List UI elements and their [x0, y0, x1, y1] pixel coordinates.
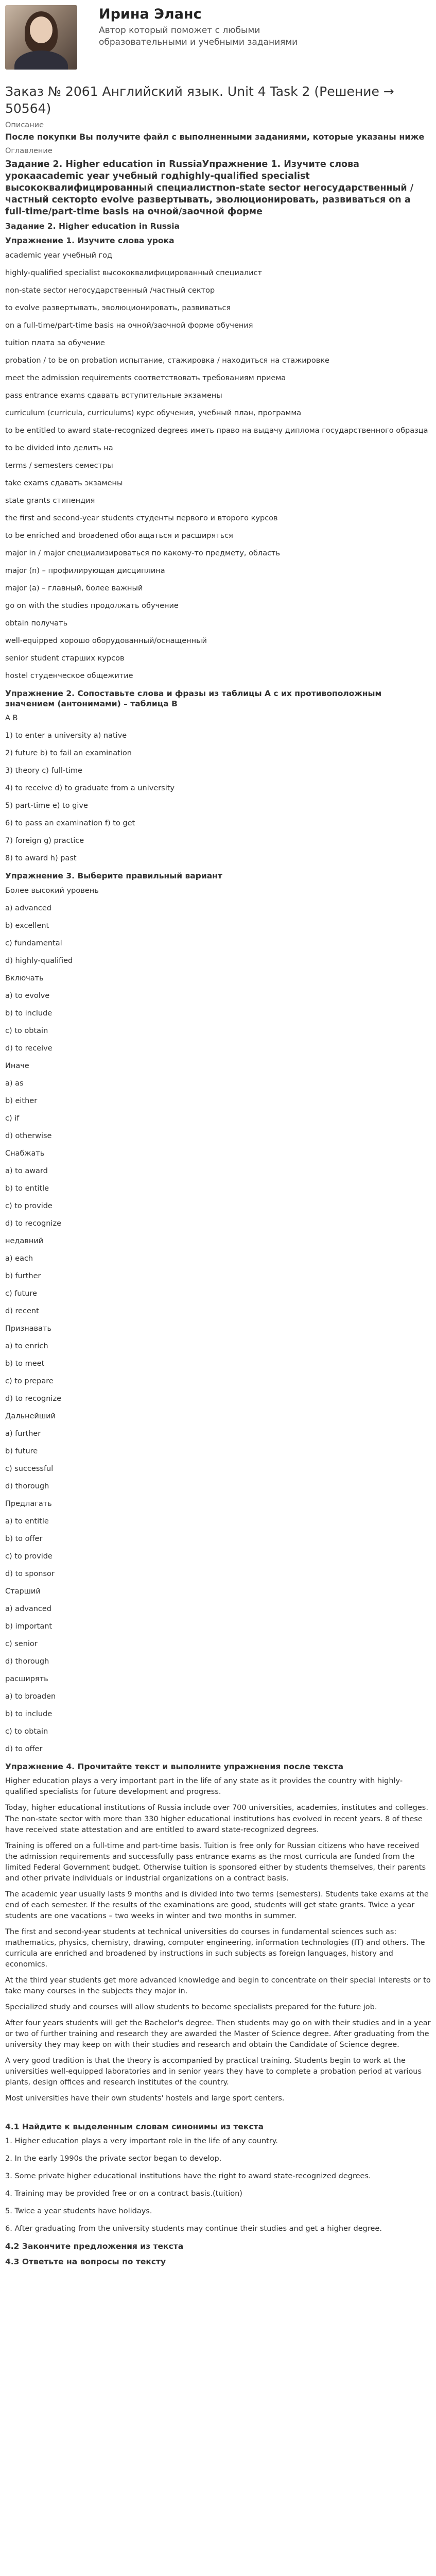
choice-option: d) to recognize [5, 1394, 61, 1403]
choice-option: b) to entitle [5, 1184, 49, 1193]
choice-word: Предлагать [5, 1500, 52, 1509]
choice-option: b) future [5, 1447, 38, 1456]
vocab-item: probation / to be on probation испытание, стажировка / находиться на стажировке [5, 356, 329, 365]
task-title: Задание 2. Higher education in Russia [5, 222, 180, 231]
text-paragraph: The academic year usually lasts 9 months and is divided into two terms (semesters). Students take exams at the end of each semester. If the results of the examinations are good, students will get state grants. Twice a year students are one vacations – two weeks in winter and two months in summer. [5, 1890, 429, 1920]
choice-option: a) to broaden [5, 1692, 56, 1701]
choice-option: b) important [5, 1622, 53, 1631]
vocab-item: state grants стипендия [5, 496, 95, 505]
choice-option: a) each [5, 1254, 33, 1263]
vocab-item: obtain получать [5, 619, 68, 628]
choice-option: a) to evolve [5, 991, 50, 1000]
choice-option: a) advanced [5, 904, 51, 912]
choice-option: b) excellent [5, 921, 49, 930]
author-info [99, 5, 341, 48]
vocab-item: on a full-time/part-time basis на очной/заочной форме обучения [5, 321, 253, 330]
choice-option: b) to offer [5, 1535, 43, 1544]
ex2-header: A B [5, 714, 18, 723]
choice-option: a) as [5, 1079, 24, 1088]
choice-word: Иначе [5, 1061, 29, 1070]
choice-option: c) to provide [5, 1201, 53, 1210]
choice-word: Признавать [5, 1324, 52, 1333]
choice-option: c) future [5, 1289, 37, 1298]
choice-option: c) to obtain [5, 1026, 48, 1035]
vocab-item: terms / semesters семестры [5, 461, 113, 470]
vocab-item: go on with the studies продолжать обучение [5, 601, 179, 610]
choice-option: c) fundamental [5, 939, 62, 947]
vocab-item: highly-qualified specialist высококвалифицированный специалист [5, 268, 262, 277]
match-item: 8) to award h) past [5, 854, 77, 863]
vocab-item: take exams сдавать экзамены [5, 479, 123, 487]
sentence-item: 2. In the early 1990s the private sector began to develop. [5, 2155, 222, 2163]
choice-option: c) to provide [5, 1552, 53, 1561]
vocab-item: to be entitled to award state-recognized degrees иметь право на выдачу диплома государственного образца [5, 426, 428, 435]
choice-option: b) to include [5, 1009, 53, 1018]
choice-option: d) recent [5, 1307, 39, 1315]
ex4-title: Упражнение 4. Прочитайте текст и выполните упражнения после текста [5, 1762, 344, 1772]
sentence-item: 6. After graduating from the university students may continue their studies and get a higher degree. [5, 2225, 382, 2233]
choice-option: b) further [5, 1272, 41, 1280]
vocab-item: well-equipped хорошо оборудованный/оснащенный [5, 636, 207, 645]
sentence-item: 4. Training may be provided free or on a contract basis.(tuition) [5, 2190, 242, 2198]
toc-label: Оглавление [5, 146, 53, 155]
author-card [5, 5, 431, 72]
choice-option: d) otherwise [5, 1131, 52, 1140]
choice-option: a) to award [5, 1166, 48, 1175]
choice-word: Снабжать [5, 1149, 45, 1158]
sentence-item: 1. Higher education plays a very important role in the life of any country. [5, 2137, 278, 2145]
ex1-title: Упражнение 1. Изучите слова урока [5, 236, 175, 246]
vocab-item: pass entrance exams сдавать вступительные экзамены [5, 391, 222, 400]
vocab-item: senior student старших курсов [5, 654, 125, 663]
choice-option: d) to receive [5, 1044, 53, 1053]
choice-option: a) to entitle [5, 1517, 49, 1526]
ex43-title: 4.3 Ответьте на вопросы по тексту [5, 2257, 166, 2267]
ex2-match-list [5, 731, 431, 864]
text-paragraph: After four years students will get the Bachelor's degree. Then students may go on with their studies and in a year or two of further training and research they are awarded the Master of Science degree. After graduating from the university they may keep on with their studies and research and obtain the Candidate of Science degree. [5, 2019, 431, 2049]
author-avatar[interactable] [5, 5, 77, 70]
author-description: Автор который поможет с любыми образовательными и учебными заданиями [99, 25, 298, 48]
choice-option: d) thorough [5, 1482, 49, 1491]
text-paragraph: Higher education plays a very important part in the life of any state as it provides the country with highly-qualified specialists for future development and progress. [5, 1777, 403, 1797]
ex41-title: 4.1 Найдите к выделенным словам синонимы из текста [5, 2122, 264, 2131]
sentence-item: 5. Twice a year students have holidays. [5, 2207, 152, 2216]
choice-option: d) to sponsor [5, 1570, 55, 1579]
choice-option: c) to prepare [5, 1377, 54, 1385]
ex2-title: Упражнение 2. Сопоставьте слова и фразы из таблицы А с их противоположным значением (антонимами) – таблица В [5, 688, 382, 709]
order-title: Заказ № 2061 Английский язык. Unit 4 Task 2 (Решение → 50564) [5, 84, 394, 116]
choice-word: Включать [5, 974, 44, 982]
vocab-item: to be enriched and broadened обогащаться и расширяться [5, 531, 233, 540]
sentence-item: 3. Some private higher educational institutions have the right to award state-recognized degrees. [5, 2172, 371, 2181]
text-paragraph: Specialized study and courses will allow students to become specialists prepared for the future job. [5, 2003, 377, 2011]
choice-word: недавний [5, 1236, 44, 1245]
ex1-vocab-list [5, 250, 431, 682]
vocab-item: the first and second-year students студенты первого и второго курсов [5, 514, 278, 522]
match-item: 3) theory c) full-time [5, 767, 82, 775]
author-name[interactable]: Ирина Эланс [99, 6, 202, 22]
text-paragraph: At the third year students get more advanced knowledge and begin to concentrate on their special interests or to take many courses in the subjects they major in. [5, 1976, 431, 1995]
match-item: 6) to pass an examination f) to get [5, 819, 135, 828]
vocab-item: tuition плата за обучение [5, 338, 105, 347]
vocab-item: major (a) – главный, более важный [5, 584, 143, 592]
ex42-title: 4.2 Закончите предложения из текста [5, 2242, 184, 2251]
choice-option: b) to include [5, 1710, 53, 1719]
vocab-item: to evolve развертывать, эволюционировать, развиваться [5, 303, 231, 312]
text-paragraph: Training is offered on a full-time and part-time basis. Tuition is free only for Russian citizens who have received the admission requirements and successfully pass entrance exams as the most curricula are funded from the limited Federal Government budget. Otherwise tuition is sponsored either by students themselves, their parents and other private individuals or industrial organizations on a contract basis. [5, 1841, 426, 1883]
ex3-title: Упражнение 3. Выберите правильный вариант [5, 871, 222, 881]
vocab-item: major in / major специализироваться по какому-то предмету, область [5, 549, 281, 557]
text-paragraph: Today, higher educational institutions of Russia include over 700 universities, academies, institutes and colleges. The non-state sector with more than 330 higher educational institutions has evolved in recent years. 8 of these have received state attestation and are entitled to award state-recognized degrees. [5, 1804, 428, 1834]
choice-option: c) to obtain [5, 1727, 48, 1736]
vocab-item: to be divided into делить на [5, 444, 113, 452]
vocab-item: academic year учебный год [5, 251, 113, 260]
vocab-item: curriculum (curricula, curriculums) курс обучения, учебный план, программа [5, 409, 302, 417]
text-paragraph: The first and second-year students at technical universities do courses in fundamental sciences such as: mathematics, physics, chemistry, drawing, computer engineering, information technologies (IT) and others. The curricula are enriched and broadened by instructions in such subjects as foreign languages, history and economics. [5, 1927, 425, 1969]
match-item: 2) future b) to fail an examination [5, 749, 132, 758]
vocab-item: non-state sector негосударственный /частный сектор [5, 286, 215, 295]
choice-option: a) further [5, 1430, 41, 1438]
choice-option: c) successful [5, 1465, 54, 1473]
choice-word: Более высокий уровень [5, 886, 99, 895]
match-item: 4) to receive d) to graduate from a university [5, 784, 175, 793]
vocab-item: meet the admission requirements соответствовать требованиям приема [5, 374, 286, 382]
vocab-item: hostel студенческое общежитие [5, 671, 133, 680]
ex41-sentence-list [5, 2136, 431, 2234]
choice-option: c) senior [5, 1640, 38, 1649]
description-label: Описание [5, 121, 44, 129]
match-item: 1) to enter a university a) native [5, 732, 127, 740]
choice-word: Дальнейший [5, 1412, 56, 1420]
purchase-notice: После покупки Вы получите файл с выполненными заданиями, которые указаны ниже [5, 132, 425, 142]
choice-option: d) to recognize [5, 1219, 61, 1228]
choice-option: a) advanced [5, 1605, 51, 1614]
choice-word: расширять [5, 1675, 48, 1684]
choice-word: Старший [5, 1587, 41, 1596]
toc-text: Задание 2. Higher education in RussiaУпражнение 1. Изучите слова урокаacademic year учебный годhighly-qualified specialist высококвалифицированный специалистnon-state sector негосударственный /частный секторto evolve развертывать, эволюционировать, развиваться on a full-time/part-time basis на очной/заочной форме [5, 159, 414, 217]
match-item: 5) part-time e) to give [5, 802, 88, 810]
choice-option: d) thorough [5, 1657, 49, 1666]
text-paragraph: A very good tradition is that the theory is accompanied by practical training. Students begin to work at the universities well-equipped laboratories and in senior years they have to complete a probation period at various plants, design offices and research institutes of the country. [5, 2056, 422, 2087]
vocab-item: major (n) – профилирующая дисциплина [5, 566, 165, 575]
choice-option: d) highly-qualified [5, 956, 73, 965]
match-item: 7) foreign g) practice [5, 837, 84, 845]
text-paragraph: Most universities have their own students' hostels and large sport centers. [5, 2094, 285, 2103]
choice-option: d) to offer [5, 1745, 43, 1754]
choice-option: b) either [5, 1096, 38, 1105]
ex3-choice-list [5, 886, 431, 1755]
choice-option: c) if [5, 1114, 20, 1123]
choice-option: b) to meet [5, 1359, 45, 1368]
ex4-reading-text [5, 1776, 431, 2104]
choice-option: a) to enrich [5, 1342, 48, 1350]
